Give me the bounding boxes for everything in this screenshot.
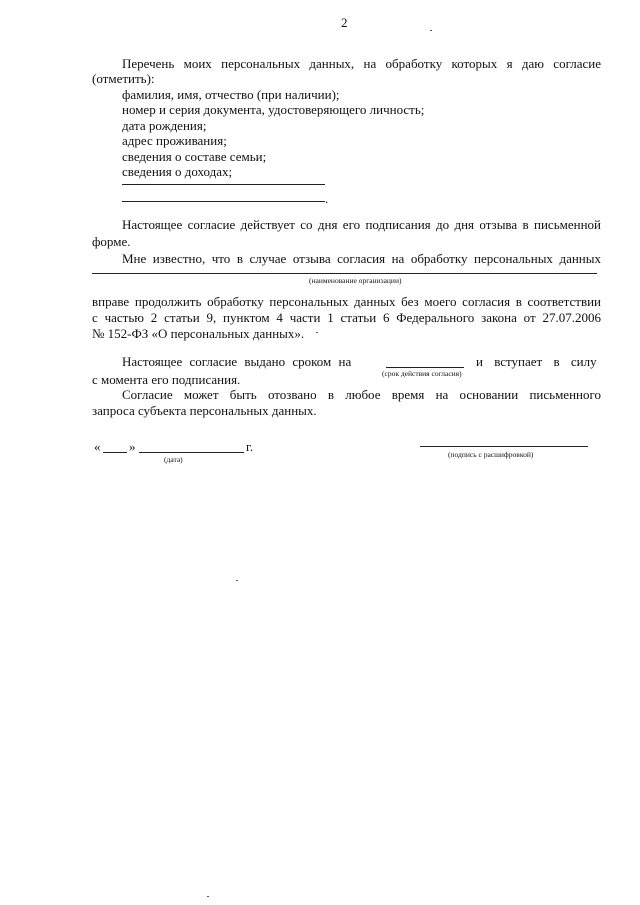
term-blank-line[interactable] <box>386 367 464 368</box>
validity-line2: форме. <box>92 234 131 249</box>
withdrawal-line4: № 152-ФЗ «О персональных данных». <box>92 326 305 341</box>
scan-speck <box>207 896 209 897</box>
date-month-line[interactable] <box>139 452 244 453</box>
blank-item-end-period: . <box>325 191 329 206</box>
consent-item-document: номер и серия документа, удостоверяющего личность; <box>122 102 425 117</box>
blank-item-line-1[interactable] <box>122 184 325 185</box>
scan-speck <box>316 332 318 333</box>
scan-speck <box>236 580 238 581</box>
signature-caption: (подпись с расшифровкой) <box>448 450 534 459</box>
consent-list-intro-line2: (отметить): <box>92 71 155 86</box>
consent-item-fio: фамилия, имя, отчество (при наличии); <box>122 87 340 102</box>
term-caption: (срок действия согласия) <box>382 369 462 378</box>
organization-caption: (наименование организации) <box>309 276 402 285</box>
revocation-line1: Согласие может быть отозвано в любое время на основании письменного <box>122 387 601 402</box>
blank-item-line-2[interactable] <box>122 201 325 202</box>
term-line1-end: и вступает в силу <box>476 354 597 369</box>
consent-list-intro-line1: Перечень моих персональных данных, на обработку которых я даю согласие <box>122 56 601 71</box>
term-line1-start: Настоящее согласие выдано сроком на <box>122 354 352 369</box>
page-number: 2 <box>341 15 348 30</box>
withdrawal-line3: с частью 2 статьи 9, пунктом 4 части 1 статьи 6 Федерального закона от 27.07.2006 <box>92 310 601 325</box>
organization-name-line[interactable] <box>92 273 597 274</box>
revocation-line2: запроса субъекта персональных данных. <box>92 403 317 418</box>
consent-item-income: сведения о доходах; <box>122 164 233 179</box>
consent-item-family: сведения о составе семьи; <box>122 149 267 164</box>
signature-line[interactable] <box>420 446 588 447</box>
withdrawal-line2: вправе продолжить обработку персональных данных без моего согласия в соответствии <box>92 294 601 309</box>
date-quote-open: « <box>94 439 101 454</box>
consent-item-address: адрес проживания; <box>122 133 227 148</box>
scan-speck <box>430 30 432 31</box>
validity-line1: Настоящее согласие действует со дня его подписания до дня отзыва в письменной <box>122 217 601 232</box>
date-year-suffix: г. <box>246 439 254 454</box>
date-day-line[interactable] <box>103 452 127 453</box>
date-caption: (дата) <box>164 455 183 464</box>
consent-item-birthdate: дата рождения; <box>122 118 207 133</box>
withdrawal-line1: Мне известно, что в случае отзыва согласия на обработку персональных данных <box>122 251 601 266</box>
date-quote-close: » <box>129 439 136 454</box>
term-line2: с момента его подписания. <box>92 372 241 387</box>
